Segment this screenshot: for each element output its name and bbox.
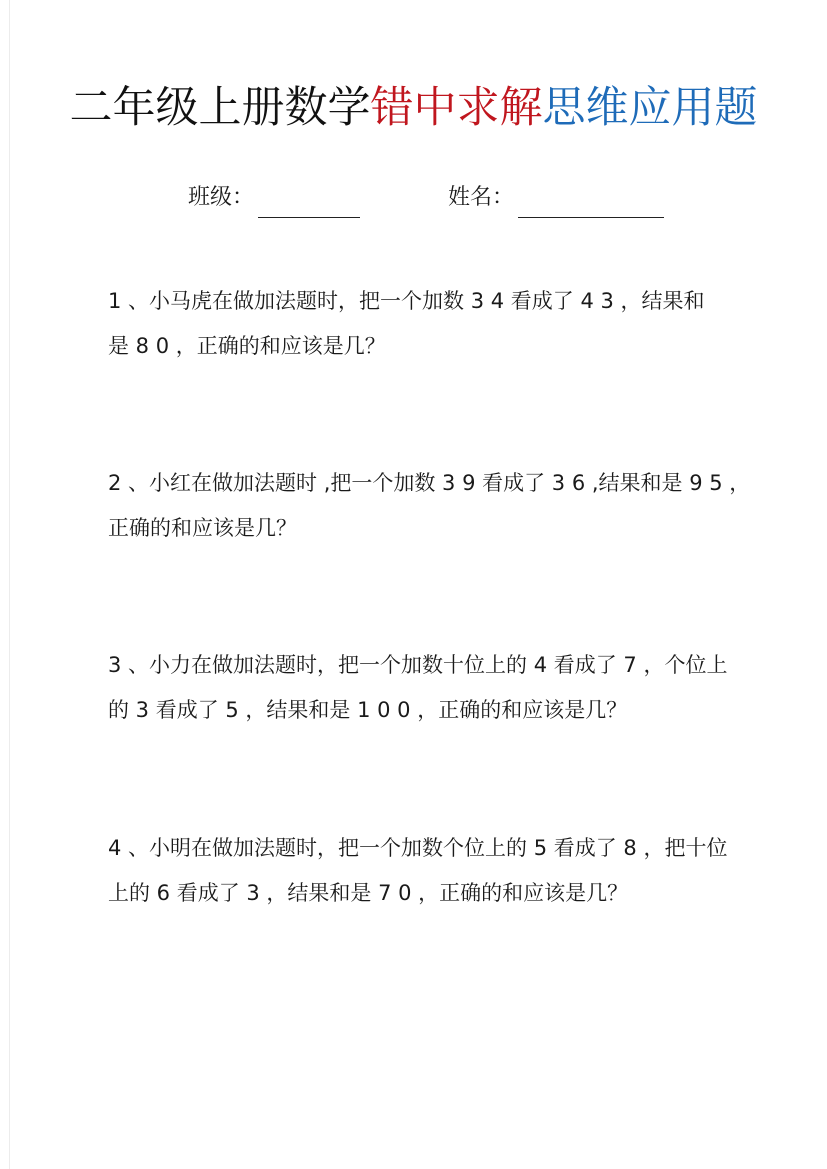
page-edge-line [9,0,10,1169]
question-4-line-2: 上的 6 看成了 3 ，结果和是 7 0 ，正确的和应该是几？ [108,881,629,905]
class-blank-line[interactable] [258,187,360,218]
question-1 [108,279,768,369]
class-field [188,178,360,218]
question-1-line-2: 是 8 0 ，正确的和应该是几？ [108,334,386,358]
question-2-line-1: 2 、小红在做加法题时 ,把一个加数 3 9 看成了 3 6 ,结果和是 9 5 ， [108,471,751,495]
question-2-line-2: 正确的和应该是几？ [108,516,297,540]
name-label: 姓名： [448,185,515,210]
question-3-line-2: 的 3 看成了 5 ，结果和是 1 0 0 ，正确的和应该是几？ [108,698,628,722]
title-part-error-solving: 错中求解 [370,83,543,133]
question-4-line-1: 4 、小明在做加法题时，把一个加数个位上的 5 看成了 8 ，把十位 [108,836,728,860]
title-part-grade: 二年级上册数学 [69,83,371,133]
name-field [448,178,664,218]
question-2 [108,461,768,551]
worksheet-title [0,80,827,136]
class-label: 班级： [188,185,255,210]
question-3 [108,643,768,733]
student-info-row [0,178,827,218]
question-4 [108,826,768,916]
title-part-thinking-problems: 思维应用题 [542,83,758,133]
question-3-line-1: 3 、小力在做加法题时，把一个加数十位上的 4 看成了 7 ，个位上 [108,653,728,677]
question-1-line-1: 1 、小马虎在做加法题时，把一个加数 3 4 看成了 4 3 ，结果和 [108,289,705,313]
name-blank-line[interactable] [518,187,664,218]
